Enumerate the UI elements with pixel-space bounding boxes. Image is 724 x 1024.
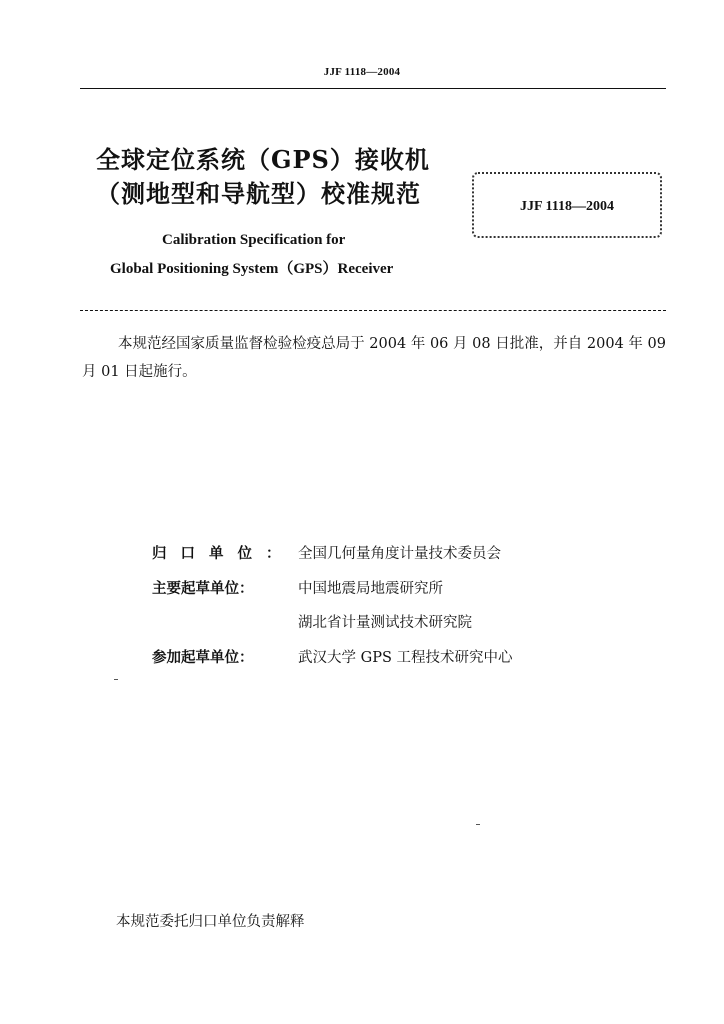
english-title-line-2: Global Positioning System（GPS）Receiver	[110, 261, 394, 277]
header-standard-code: JJF 1118—2004	[323, 66, 401, 78]
participating-unit-value: 武汉大学 GPS 工程技术研究中心	[298, 650, 513, 666]
participating-unit-label: 参加起草单位：	[152, 649, 254, 666]
section-divider	[80, 310, 666, 311]
standard-code-box	[472, 172, 662, 238]
drafting-unit-value-2: 湖北省计量测试技术研究院	[298, 615, 472, 631]
scan-speck	[476, 824, 480, 825]
interpretation-note: 本规范委托归口单位负责解释	[116, 914, 305, 930]
responsible-unit-label: 归口单位：	[152, 545, 295, 562]
drafting-unit-label: 主要起草单位：	[152, 580, 254, 597]
english-title-line-1: Calibration Specification for	[162, 232, 346, 248]
approval-paragraph: 本规范经国家质量监督检验检疫总局于 2004 年 06 月 08 日批准，并自 2004 年 09 月 01 日起施行。	[82, 336, 666, 380]
drafting-unit-value-1: 中国地震局地震研究所	[298, 581, 443, 597]
header-rule	[80, 88, 666, 89]
chinese-title-line-2: （测地型和导航型）校准规范	[96, 179, 421, 208]
responsible-unit-value: 全国几何量角度计量技术委员会	[298, 546, 501, 562]
scan-speck	[114, 679, 118, 680]
chinese-title-line-1: 全球定位系统（GPS）接收机	[96, 145, 430, 174]
standard-code-box-text: JJF 1118—2004	[520, 199, 614, 214]
